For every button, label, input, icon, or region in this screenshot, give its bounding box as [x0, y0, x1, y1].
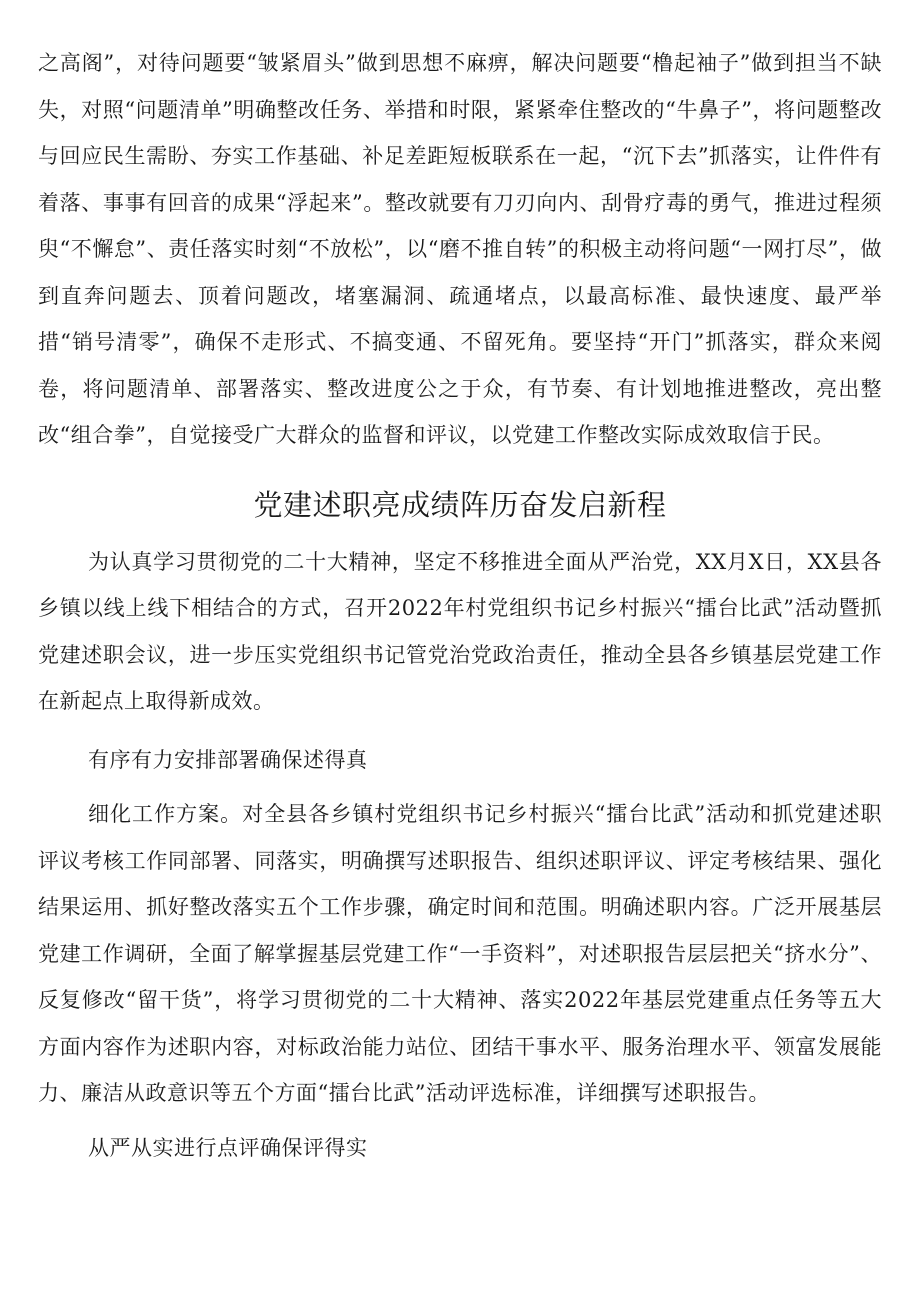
article-title: 党建述职亮成绩阵历奋发启新程	[253, 487, 667, 522]
continued-paragraph: 之高阁”，对待问题要“皱紧眉头”做到思想不麻痹，解决问题要“橹起袖子”做到担当不缺失，对照“问题清单”明确整改任务、举措和时限，紧紧牵住整改的“牛鼻子”，将问题整改与回应民生需盼、夯实工作基础、补足差距短板联系在一起，“沉下去”抓落实，让件件有着落、事事有回音的成果“浮起来”。整改就要有刀刃向内、刮骨疗毒的勇气，推进过程须臾“不懈怠”、责任落实时刻“不放松”，以“磨不推自转”的积极主动将问题“一网打尽”，做到直奔问题去、顶着问题改，堵塞漏洞、疏通堵点，以最高标准、最快速度、最严举措“销号清零”，确保不走形式、不搞变通、不留死角。要坚持“开门”抓落实，群众来阅卷，将问题清单、部署落实、整改进度公之于众，有节奏、有计划地推进整改，亮出整改“组合拳”，自觉接受广大群众的监督和评议，以党建工作整改实际成效取信于民。	[38, 51, 882, 447]
section1-heading: 有序有力安排部署确保述得真	[88, 747, 368, 772]
document-page	[38, 40, 882, 1171]
section1-paragraph: 细化工作方案。对全县各乡镇村党组织书记乡村振兴“擂台比武”活动和抓党建述职评议考核工作同部署、同落实，明确撰写述职报告、组织述职评议、评定考核结果、强化结果运用、抓好整改落实五个工作步骤，确定时间和范围。明确述职内容。广泛开展基层党建工作调研，全面了解掌握基层党建工作“一手资料”，对述职报告层层把关“挤水分”、反复修改“留干货”，将学习贯彻党的二十大精神、落实2022年基层党建重点任务等五大方面内容作为述职内容，对标政治能力站位、团结干事水平、服务治理水平、领富发展能力、廉洁从政意识等五个方面“擂台比武”活动评选标准，详细撰写述职报告。	[38, 802, 882, 1105]
section2-heading: 从严从实进行点评确保评得实	[88, 1135, 368, 1160]
intro-paragraph: 为认真学习贯彻党的二十大精神，坚定不移推进全面从严治党，XX月X日，XX县各乡镇以线上线下相结合的方式，召开2022年村党组织书记乡村振兴“擂台比武”活动暨抓党建述职会议，进一步压实党组织书记管党治党政治责任，推动全县各乡镇基层党建工作在新起点上取得新成效。	[38, 549, 882, 713]
